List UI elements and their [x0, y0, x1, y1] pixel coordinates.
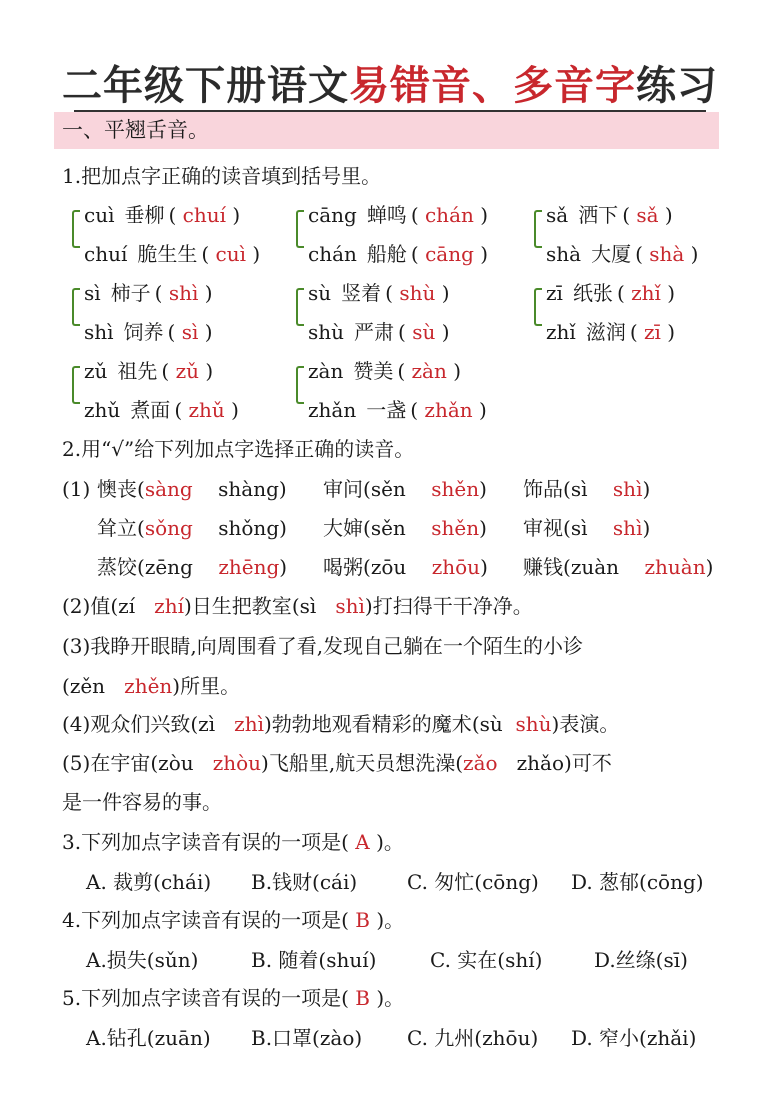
pinyin-row: zhǐ 滋润 ( zī ) [546, 320, 676, 344]
pinyin-row: shà 大厦 ( shà ) [546, 242, 699, 266]
brace-icon [296, 210, 304, 248]
pinyin-row: zī 纸张 ( zhǐ ) [546, 281, 676, 305]
pinyin-row: chuí 脆生生 ( cuì ) [84, 242, 261, 266]
choice-item: 饰品(sì shì) [523, 477, 651, 501]
choice-item: 懊丧(sàng shàng) [97, 477, 287, 501]
title-part3: 练习 [636, 63, 718, 109]
pinyin-row: sì 柿子 ( shì ) [84, 281, 213, 305]
pinyin-row: sǎ 洒下 ( sǎ ) [546, 203, 673, 227]
pinyin-row: zhǎn 一盏 ( zhǎn ) [308, 398, 487, 422]
q3-option: A. 裁剪(chái) [86, 870, 212, 894]
choice-item: 喝粥(zōu zhōu) [323, 555, 488, 579]
title-part2: 易错音、多音字 [349, 63, 636, 109]
q2-part1-label: (1) [62, 477, 91, 501]
q2-sentence-4: (4)观众们兴致(zì zhì)勃勃地观看精彩的魔术(sù shù)表演。 [62, 712, 620, 736]
q3-option: D. 葱郁(cōng) [571, 870, 704, 894]
pinyin-row: chán 船舱 ( cāng ) [308, 242, 489, 266]
q3-label: 3.下列加点字读音有误的一项是( A )。 [62, 830, 404, 854]
choice-item: 审视(sì shì) [523, 516, 651, 540]
q2-sentence-5a: (5)在宇宙(zòu zhòu)飞船里,航天员想洗澡(zǎo zhǎo)可不 [62, 751, 612, 775]
brace-icon [72, 288, 80, 326]
q2-sentence-3a: (3)我睁开眼睛,向周围看了看,发现自己躺在一个陌生的小诊 [62, 634, 584, 658]
pinyin-row: sù 竖着 ( shù ) [308, 281, 450, 305]
choice-item: 耸立(sǒng shǒng) [97, 516, 287, 540]
choice-item: 审问(sěn shěn) [323, 477, 487, 501]
pinyin-row: zǔ 祖先 ( zǔ ) [84, 359, 214, 383]
pinyin-row: zhǔ 煮面 ( zhǔ ) [84, 398, 239, 422]
q5-option: B.口罩(zào) [251, 1026, 363, 1050]
q2-sentence-5b: 是一件容易的事。 [62, 790, 222, 814]
q5-option: C. 九州(zhōu) [407, 1026, 539, 1050]
title-part1: 二年级下册语文 [62, 63, 349, 109]
page-title [0, 62, 780, 110]
choice-item: 大婶(sěn shěn) [323, 516, 487, 540]
q2-sentence-2: (2)值(zí zhí)日生把教室(sì shì)打扫得干干净净。 [62, 594, 533, 618]
brace-icon [534, 288, 542, 326]
q5-option: D. 窄小(zhǎi) [571, 1026, 697, 1050]
pinyin-row: shì 饲养 ( sì ) [84, 320, 213, 344]
q3-option: C. 匆忙(cōng) [407, 870, 539, 894]
q3-option: B.钱财(cái) [251, 870, 358, 894]
q5-option: A.钻孔(zuān) [86, 1026, 211, 1050]
q4-option: C. 实在(shí) [430, 948, 543, 972]
q2-sentence-3b: (zěn zhěn)所里。 [62, 674, 241, 698]
brace-icon [296, 288, 304, 326]
q5-label: 5.下列加点字读音有误的一项是( B )。 [62, 986, 405, 1010]
section-heading: 一、平翘舌音。 [54, 112, 719, 149]
pinyin-row: shù 严肃 ( sù ) [308, 320, 450, 344]
brace-icon [296, 366, 304, 404]
brace-icon [72, 210, 80, 248]
q1-label: 1.把加点字正确的读音填到括号里。 [62, 164, 382, 188]
choice-item: 蒸饺(zēng zhēng) [97, 555, 288, 579]
pinyin-row: cuì 垂柳 ( chuí ) [84, 203, 241, 227]
q4-option: A.损失(sǔn) [86, 948, 199, 972]
q4-option: B. 随着(shuí) [251, 948, 377, 972]
choice-item: 赚钱(zuàn zhuàn) [523, 555, 714, 579]
q4-option: D.丝绦(sī) [594, 948, 688, 972]
pinyin-row: cāng 蝉鸣 ( chán ) [308, 203, 489, 227]
brace-icon [534, 210, 542, 248]
q4-label: 4.下列加点字读音有误的一项是( B )。 [62, 908, 405, 932]
q2-label: 2.用“√”给下列加点字选择正确的读音。 [62, 437, 415, 461]
brace-icon [72, 366, 80, 404]
pinyin-row: zàn 赞美 ( zàn ) [308, 359, 462, 383]
